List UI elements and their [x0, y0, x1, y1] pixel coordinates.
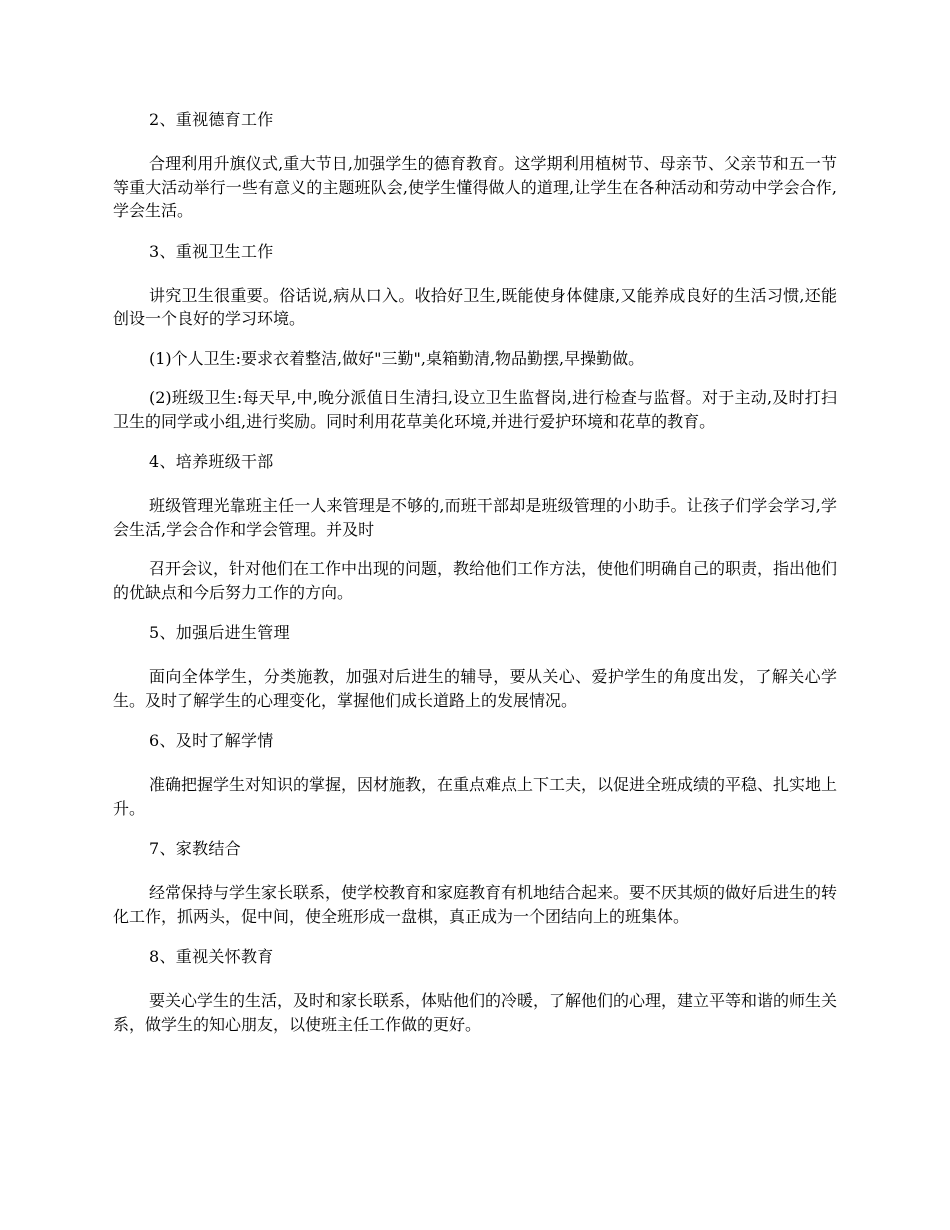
section-heading-learning-status: 6、及时了解学情: [149, 731, 274, 750]
section-heading-home-school: 7、家教结合: [149, 839, 241, 858]
paragraph-care-education: 要关心学生的生活，及时和家长联系，体贴他们的冷暖，了解他们的心理，建立平等和谐的师生关系，做学生的知心朋友，以使班主任工作做的更好。: [113, 991, 838, 1034]
paragraph-hygiene-intro: 讲究卫生很重要。俗话说,病从口入。收拾好卫生,既能使身体健康,又能养成良好的生活习惯,还能创设一个良好的学习环境。: [113, 285, 837, 328]
section-heading-care-education: 8、重视关怀教育: [149, 947, 274, 966]
paragraph-class-hygiene: (2)班级卫生:每天早,中,晚分派值日生清扫,设立卫生监督岗,进行检查与监督。对于主动,及时打扫卫生的同学或小组,进行奖励。同时利用花草美化环境,并进行爱护环境和花草的教育。: [113, 388, 837, 431]
section-heading-underachievers: 5、加强后进生管理: [149, 623, 290, 642]
paragraph-underachievers: 面向全体学生，分类施教，加强对后进生的辅导，要从关心、爱护学生的角度出发，了解关心学生。及时了解学生的心理变化，掌握他们成长道路上的发展情况。: [113, 667, 837, 710]
paragraph-class-meetings: 召开会议，针对他们在工作中出现的问题，教给他们工作方法，使他们明确自己的职责，指出他们的优缺点和今后努力工作的方向。: [113, 559, 838, 602]
paragraph-learning-status: 准确把握学生对知识的掌握，因材施教，在重点难点上下工夫，以促进全班成绩的平稳、扎实地上升。: [113, 775, 838, 818]
section-heading-class-cadres: 4、培养班级干部: [149, 452, 274, 471]
paragraph-class-cadres: 班级管理光靠班主任一人来管理是不够的,而班干部却是班级管理的小助手。让孩子们学会学习,学会生活,学会合作和学会管理。并及时: [113, 496, 837, 539]
paragraph-personal-hygiene: (1)个人卫生:要求衣着整洁,做好"三勤",桌箱勤清,物品勤摆,早操勤做。: [149, 348, 645, 368]
document-body: [113, 107, 837, 1036]
section-heading-moral-education: 2、重视德育工作: [149, 110, 274, 129]
paragraph-moral-education: 合理利用升旗仪式,重大节日,加强学生的德育教育。这学期利用植树节、母亲节、父亲节和五一节等重大活动举行一些有意义的主题班队会,使学生懂得做人的道理,让学生在各种活动和劳动中学会合作,学会生活。: [113, 154, 837, 220]
section-heading-hygiene: 3、重视卫生工作: [149, 241, 274, 261]
paragraph-home-school: 经常保持与学生家长联系，使学校教育和家庭教育有机地结合起来。要不厌其烦的做好后进生的转化工作，抓两头，促中间，使全班形成一盘棋，真正成为一个团结向上的班集体。: [113, 883, 838, 926]
